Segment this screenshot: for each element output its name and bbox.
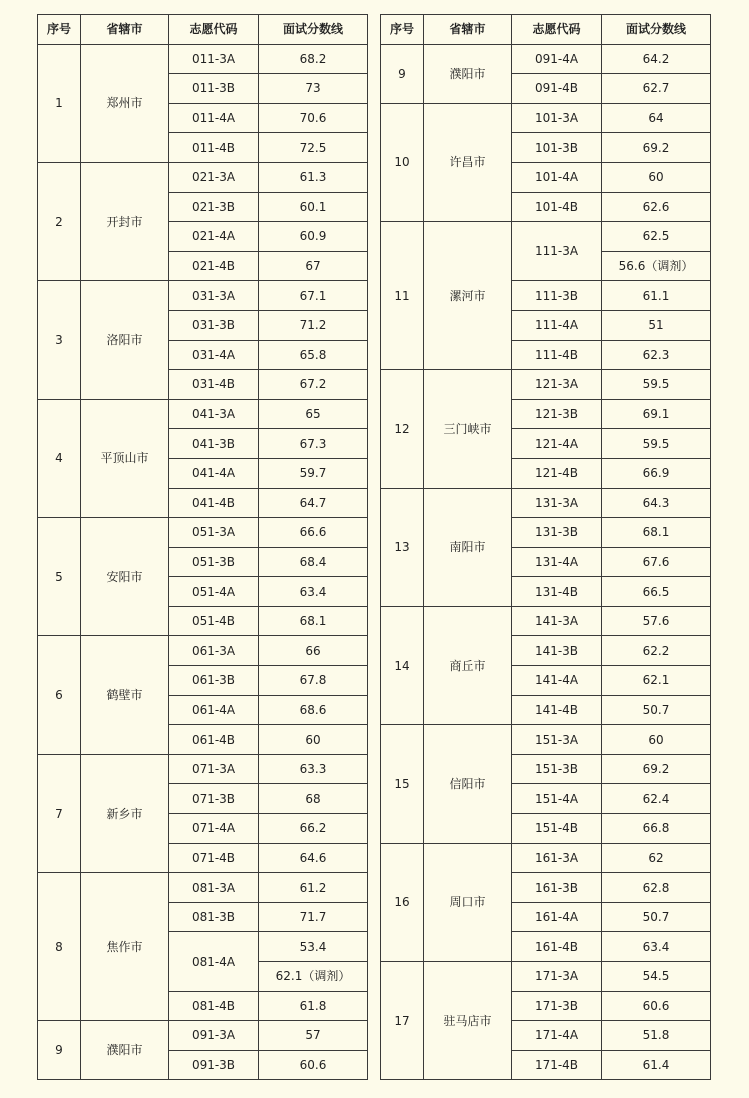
score-cell: 62.5: [602, 222, 711, 252]
code-cell: 031-4B: [169, 370, 259, 400]
code-cell: 021-4B: [169, 251, 259, 281]
score-cell: 62.6: [602, 192, 711, 222]
city-cell: 驻马店市: [424, 962, 512, 1080]
score-cell: 66.8: [602, 814, 711, 844]
row-no-cell: 17: [381, 962, 424, 1080]
code-cell: 051-3B: [169, 547, 259, 577]
code-cell: 141-3B: [512, 636, 602, 666]
score-cell: 50.7: [602, 902, 711, 932]
code-cell: 041-3A: [169, 399, 259, 429]
score-cell: 71.7: [259, 902, 368, 932]
code-cell: 051-4A: [169, 577, 259, 607]
score-cell: 68.1: [259, 606, 368, 636]
score-cell: 68.1: [602, 518, 711, 548]
code-cell: 121-4B: [512, 458, 602, 488]
code-cell: 021-3A: [169, 162, 259, 192]
header-no: 序号: [381, 15, 424, 45]
table-body-left: [38, 44, 368, 1080]
code-cell: 021-3B: [169, 192, 259, 222]
code-cell: 071-4A: [169, 814, 259, 844]
header-city: 省辖市: [424, 15, 512, 45]
code-cell: 071-3B: [169, 784, 259, 814]
score-cell: 62.7: [602, 74, 711, 104]
row-no-cell: 10: [381, 103, 424, 221]
score-cell: 61.2: [259, 873, 368, 903]
row-no-cell: 9: [381, 44, 424, 103]
score-cell: 62.3: [602, 340, 711, 370]
code-cell: 091-4A: [512, 44, 602, 74]
table-row: [38, 162, 368, 192]
score-cell: 60.6: [602, 991, 711, 1021]
score-cell: 65.8: [259, 340, 368, 370]
row-no-cell: 3: [38, 281, 81, 399]
city-cell: 漯河市: [424, 222, 512, 370]
score-table-left: [37, 14, 368, 1080]
city-cell: 濮阳市: [424, 44, 512, 103]
city-cell: 三门峡市: [424, 370, 512, 488]
code-cell: 011-4A: [169, 103, 259, 133]
score-cell: 67.3: [259, 429, 368, 459]
city-cell: 周口市: [424, 843, 512, 961]
city-cell: 洛阳市: [81, 281, 169, 399]
score-cell: 59.5: [602, 370, 711, 400]
header-no: 序号: [38, 15, 81, 45]
table-row: [38, 754, 368, 784]
code-cell: 051-4B: [169, 606, 259, 636]
header-score: 面试分数线: [259, 15, 368, 45]
score-cell: 51: [602, 310, 711, 340]
row-no-cell: 1: [38, 44, 81, 162]
score-cell: 62.8: [602, 873, 711, 903]
code-cell: 091-3A: [169, 1021, 259, 1051]
table-header-row: [38, 15, 368, 45]
score-cell: 62.1: [602, 666, 711, 696]
code-cell: 171-4A: [512, 1021, 602, 1051]
code-cell: 031-3A: [169, 281, 259, 311]
code-cell: 111-4B: [512, 340, 602, 370]
score-cell: 67.1: [259, 281, 368, 311]
score-cell: 66: [259, 636, 368, 666]
code-cell: 041-4B: [169, 488, 259, 518]
table-row: [38, 636, 368, 666]
city-cell: 南阳市: [424, 488, 512, 606]
city-cell: 安阳市: [81, 518, 169, 636]
code-cell: 071-4B: [169, 843, 259, 873]
code-cell: 111-3A: [512, 222, 602, 281]
score-cell: 62: [602, 843, 711, 873]
code-cell: 121-4A: [512, 429, 602, 459]
score-cell: 64: [602, 103, 711, 133]
code-cell: 131-3B: [512, 518, 602, 548]
score-cell: 60: [259, 725, 368, 755]
score-cell: 67.2: [259, 370, 368, 400]
score-cell: 62.4: [602, 784, 711, 814]
code-cell: 101-3A: [512, 103, 602, 133]
row-no-cell: 15: [381, 725, 424, 843]
header-code: 志愿代码: [169, 15, 259, 45]
code-cell: 161-4B: [512, 932, 602, 962]
table-row: [381, 962, 711, 992]
table-row: [381, 725, 711, 755]
score-cell: 63.4: [602, 932, 711, 962]
code-cell: 111-3B: [512, 281, 602, 311]
code-cell: 161-3A: [512, 843, 602, 873]
score-cell: 64.2: [602, 44, 711, 74]
score-cell: 69.2: [602, 133, 711, 163]
code-cell: 071-3A: [169, 754, 259, 784]
score-cell: 69.1: [602, 399, 711, 429]
score-cell: 70.6: [259, 103, 368, 133]
city-cell: 焦作市: [81, 873, 169, 1021]
city-cell: 平顶山市: [81, 399, 169, 517]
score-cell: 60: [602, 162, 711, 192]
score-cell: 67: [259, 251, 368, 281]
city-cell: 郑州市: [81, 44, 169, 162]
score-cell: 64.6: [259, 843, 368, 873]
code-cell: 131-4A: [512, 547, 602, 577]
code-cell: 011-3B: [169, 74, 259, 104]
code-cell: 101-4B: [512, 192, 602, 222]
code-cell: 091-3B: [169, 1050, 259, 1080]
table-row: [38, 281, 368, 311]
header-city: 省辖市: [81, 15, 169, 45]
score-cell: 63.4: [259, 577, 368, 607]
table-row: [38, 518, 368, 548]
row-no-cell: 11: [381, 222, 424, 370]
score-cell: 68.6: [259, 695, 368, 725]
score-cell: 59.7: [259, 458, 368, 488]
score-cell: 60: [602, 725, 711, 755]
row-no-cell: 4: [38, 399, 81, 517]
table-row: [381, 44, 711, 74]
code-cell: 171-3B: [512, 991, 602, 1021]
score-cell: 53.4: [259, 932, 368, 962]
code-cell: 061-3B: [169, 666, 259, 696]
code-cell: 041-3B: [169, 429, 259, 459]
row-no-cell: 2: [38, 162, 81, 280]
city-cell: 濮阳市: [81, 1021, 169, 1080]
code-cell: 141-4B: [512, 695, 602, 725]
score-cell: 60.6: [259, 1050, 368, 1080]
table-row: [381, 222, 711, 252]
code-cell: 011-4B: [169, 133, 259, 163]
code-cell: 081-3B: [169, 902, 259, 932]
code-cell: 061-4A: [169, 695, 259, 725]
score-cell: 64.3: [602, 488, 711, 518]
code-cell: 171-4B: [512, 1050, 602, 1080]
table-row: [381, 103, 711, 133]
score-cell: 64.7: [259, 488, 368, 518]
table-row: [381, 370, 711, 400]
row-no-cell: 8: [38, 873, 81, 1021]
table-row: [381, 606, 711, 636]
header-score: 面试分数线: [602, 15, 711, 45]
score-table-right: [380, 14, 711, 1080]
code-cell: 081-4A: [169, 932, 259, 991]
code-cell: 081-4B: [169, 991, 259, 1021]
code-cell: 011-3A: [169, 44, 259, 74]
score-cell: 62.1（调剂）: [259, 962, 368, 992]
score-cell: 54.5: [602, 962, 711, 992]
code-cell: 111-4A: [512, 310, 602, 340]
score-cell: 51.8: [602, 1021, 711, 1051]
score-cell: 61.8: [259, 991, 368, 1021]
city-cell: 商丘市: [424, 606, 512, 724]
row-no-cell: 14: [381, 606, 424, 724]
city-cell: 鹤壁市: [81, 636, 169, 754]
city-cell: 开封市: [81, 162, 169, 280]
table-row: [38, 44, 368, 74]
code-cell: 151-3B: [512, 754, 602, 784]
score-cell: 57.6: [602, 606, 711, 636]
score-cell: 67.8: [259, 666, 368, 696]
score-cell: 59.5: [602, 429, 711, 459]
score-cell: 63.3: [259, 754, 368, 784]
row-no-cell: 5: [38, 518, 81, 636]
score-cell: 71.2: [259, 310, 368, 340]
code-cell: 141-4A: [512, 666, 602, 696]
score-cell: 62.2: [602, 636, 711, 666]
row-no-cell: 16: [381, 843, 424, 961]
code-cell: 031-3B: [169, 310, 259, 340]
score-cell: 50.7: [602, 695, 711, 725]
score-cell: 66.9: [602, 458, 711, 488]
city-cell: 信阳市: [424, 725, 512, 843]
score-cell: 68: [259, 784, 368, 814]
code-cell: 131-3A: [512, 488, 602, 518]
table-row: [38, 873, 368, 903]
score-cell: 56.6（调剂）: [602, 251, 711, 281]
row-no-cell: 12: [381, 370, 424, 488]
code-cell: 101-4A: [512, 162, 602, 192]
score-cell: 61.3: [259, 162, 368, 192]
row-no-cell: 13: [381, 488, 424, 606]
code-cell: 031-4A: [169, 340, 259, 370]
code-cell: 141-3A: [512, 606, 602, 636]
code-cell: 151-4A: [512, 784, 602, 814]
code-cell: 121-3A: [512, 370, 602, 400]
score-cell: 68.2: [259, 44, 368, 74]
row-no-cell: 7: [38, 754, 81, 872]
table-row: [38, 399, 368, 429]
code-cell: 151-4B: [512, 814, 602, 844]
header-code: 志愿代码: [512, 15, 602, 45]
score-cell: 60.1: [259, 192, 368, 222]
row-no-cell: 9: [38, 1021, 81, 1080]
score-cell: 66.2: [259, 814, 368, 844]
city-cell: 新乡市: [81, 754, 169, 872]
row-no-cell: 6: [38, 636, 81, 754]
score-cell: 72.5: [259, 133, 368, 163]
score-cell: 73: [259, 74, 368, 104]
score-cell: 57: [259, 1021, 368, 1051]
score-cell: 61.1: [602, 281, 711, 311]
table-row: [381, 843, 711, 873]
code-cell: 081-3A: [169, 873, 259, 903]
table-body-right: [381, 44, 711, 1080]
table-row: [38, 1021, 368, 1051]
score-cell: 60.9: [259, 222, 368, 252]
code-cell: 101-3B: [512, 133, 602, 163]
code-cell: 051-3A: [169, 518, 259, 548]
score-cell: 67.6: [602, 547, 711, 577]
code-cell: 171-3A: [512, 962, 602, 992]
score-cell: 66.6: [259, 518, 368, 548]
score-cell: 65: [259, 399, 368, 429]
code-cell: 161-3B: [512, 873, 602, 903]
score-cell: 66.5: [602, 577, 711, 607]
score-cell: 69.2: [602, 754, 711, 784]
code-cell: 091-4B: [512, 74, 602, 104]
table-row: [381, 488, 711, 518]
code-cell: 151-3A: [512, 725, 602, 755]
score-cell: 68.4: [259, 547, 368, 577]
code-cell: 131-4B: [512, 577, 602, 607]
code-cell: 041-4A: [169, 458, 259, 488]
code-cell: 061-4B: [169, 725, 259, 755]
code-cell: 061-3A: [169, 636, 259, 666]
code-cell: 021-4A: [169, 222, 259, 252]
city-cell: 许昌市: [424, 103, 512, 221]
table-header-row: [381, 15, 711, 45]
score-cell: 61.4: [602, 1050, 711, 1080]
code-cell: 161-4A: [512, 902, 602, 932]
code-cell: 121-3B: [512, 399, 602, 429]
